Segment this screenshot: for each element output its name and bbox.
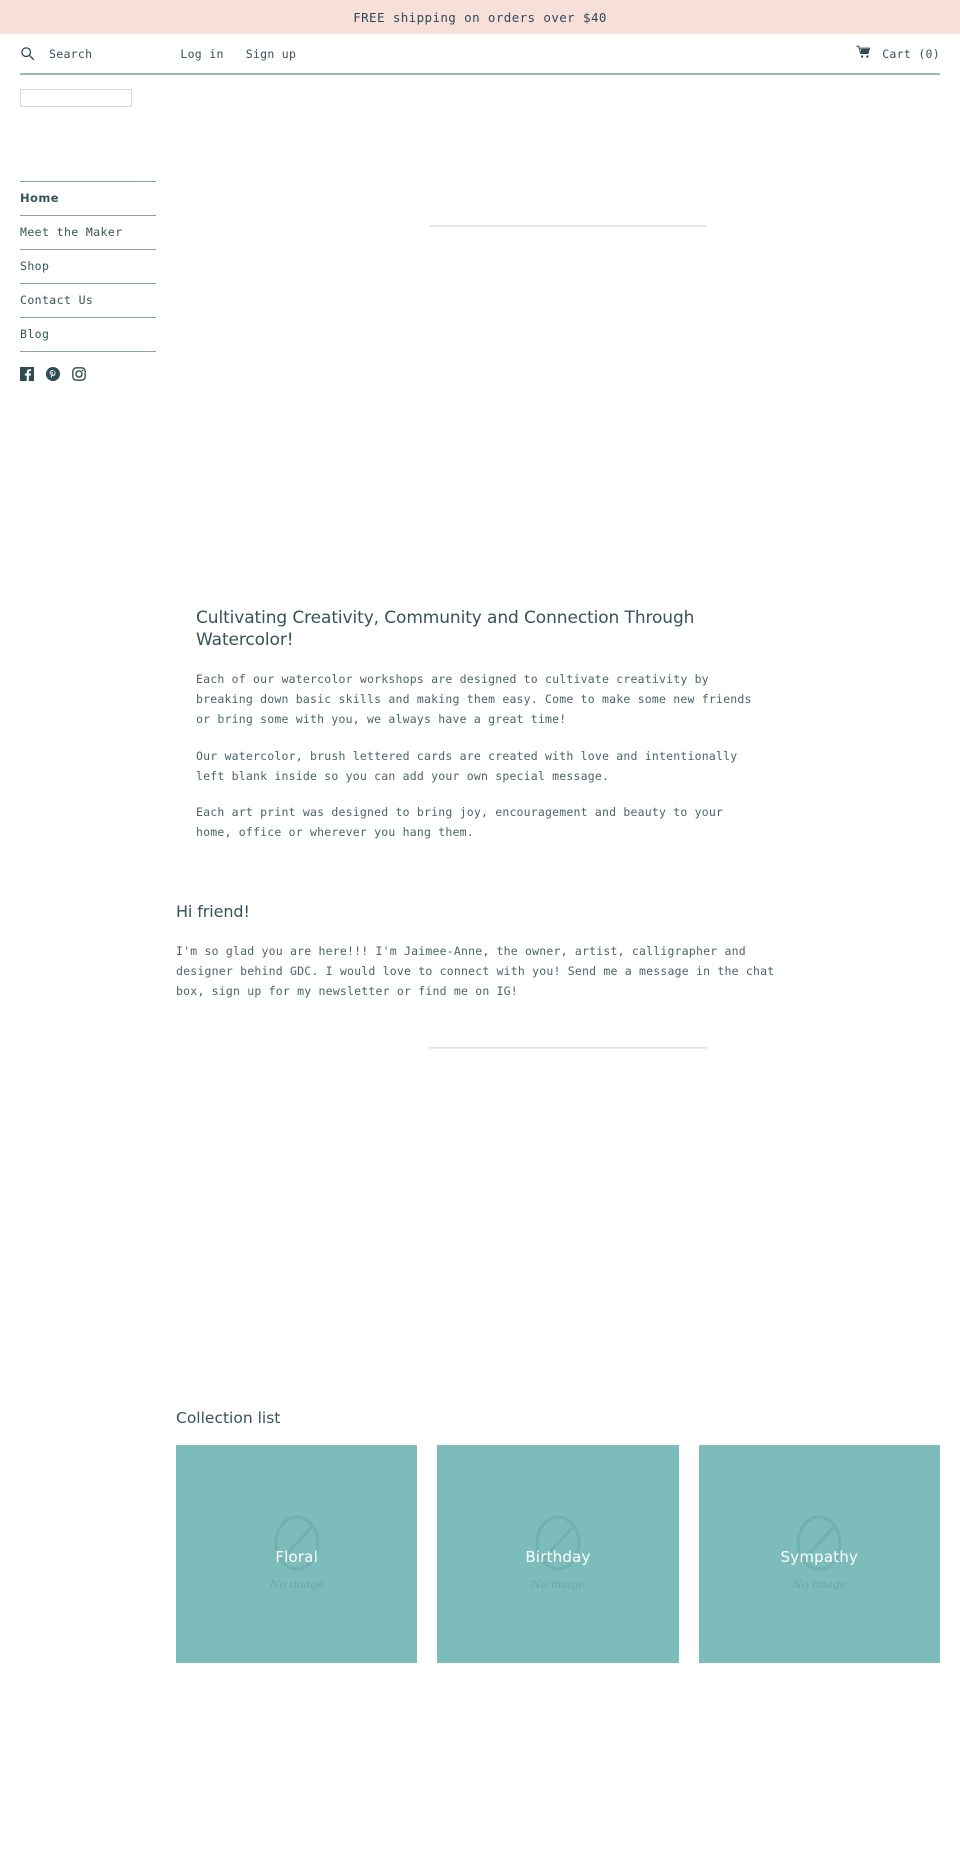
cart-label: Cart (0) xyxy=(882,46,940,61)
main-content xyxy=(176,107,960,1663)
collection-card-birthday[interactable] xyxy=(437,1445,678,1663)
sidebar-item-contact-us[interactable] xyxy=(20,284,156,318)
block-one-heading: Cultivating Creativity, Community and Connection Through Watercolor! xyxy=(196,608,695,651)
sidebar-item-label[interactable]: Blog xyxy=(20,327,50,341)
block-one-paragraph: Each of our watercolor workshops are designed to cultivate creativity by breaking down basic skills and making them easy. Come to make some new friends or bring some with you, we always have a great time! xyxy=(196,672,752,727)
section-divider-mid-wrap xyxy=(176,1047,960,1049)
sidebar-item-blog[interactable] xyxy=(20,318,156,352)
collection-card-title: Sympathy xyxy=(780,1548,859,1567)
pinterest-icon[interactable] xyxy=(46,367,60,381)
search-icon xyxy=(20,46,35,61)
signup-link[interactable]: Sign up xyxy=(245,46,297,61)
search-toggle[interactable] xyxy=(20,46,92,61)
collection-grid xyxy=(176,1445,940,1663)
block-one-paragraph: Our watercolor, brush lettered cards are created with love and intentionally left blank inside so you can add your own special message. xyxy=(196,748,738,783)
section-divider xyxy=(429,225,707,227)
collection-card-sympathy[interactable] xyxy=(699,1445,940,1663)
search-label: Search xyxy=(49,46,93,61)
collection-card-placeholder-text: No image xyxy=(792,1578,847,1592)
shopping-cart-icon xyxy=(856,44,872,63)
sidebar-item-label[interactable]: Shop xyxy=(20,259,50,273)
sidebar-item-meet-the-maker[interactable] xyxy=(20,216,156,250)
site-header xyxy=(0,34,960,73)
auth-links xyxy=(180,47,296,61)
collection-list-title: Collection list xyxy=(176,1409,281,1428)
instagram-icon[interactable] xyxy=(72,367,86,381)
collection-card-placeholder-text: No image xyxy=(269,1578,324,1592)
block-two-heading: Hi friend! xyxy=(176,902,250,922)
sidebar-item-home[interactable] xyxy=(20,182,156,216)
block-two-paragraph: I'm so glad you are here!!! I'm Jaimee-Anne, the owner, artist, calligrapher and designer behind GDC. I would love to connect with you! Send me a message in the chat box, sign up for my newsletter or find me on IG! xyxy=(176,943,775,999)
announcement-bar xyxy=(0,0,960,34)
page-layout xyxy=(0,107,960,1663)
collection-card-title: Birthday xyxy=(525,1548,591,1567)
social-links xyxy=(20,352,156,381)
search-input[interactable] xyxy=(20,89,132,107)
sidebar-item-shop[interactable] xyxy=(20,250,156,284)
sidebar xyxy=(0,181,176,381)
section-divider xyxy=(429,1047,707,1049)
login-link[interactable]: Log in xyxy=(180,46,224,61)
facebook-icon[interactable] xyxy=(20,367,34,381)
search-form xyxy=(0,75,960,107)
collection-card-floral[interactable] xyxy=(176,1445,417,1663)
cart-link[interactable] xyxy=(856,44,940,63)
block-one-paragraph: Each art print was designed to bring joy, encouragement and beauty to your home, office or wherever you hang them. xyxy=(196,804,724,839)
rich-text-block-one xyxy=(176,607,776,842)
sidebar-item-label[interactable]: Home xyxy=(20,191,59,205)
rich-text-block-two xyxy=(176,902,796,1001)
collection-card-title: Floral xyxy=(275,1548,319,1567)
section-divider-top-wrap xyxy=(176,225,960,227)
header-left-group xyxy=(20,46,296,61)
sidebar-nav xyxy=(20,181,156,352)
sidebar-item-label[interactable]: Contact Us xyxy=(20,293,94,307)
collection-list-section xyxy=(176,1409,960,1663)
announcement-text: FREE shipping on orders over $40 xyxy=(353,9,607,25)
collection-card-placeholder-text: No image xyxy=(531,1578,585,1592)
sidebar-item-label[interactable]: Meet the Maker xyxy=(20,225,123,239)
